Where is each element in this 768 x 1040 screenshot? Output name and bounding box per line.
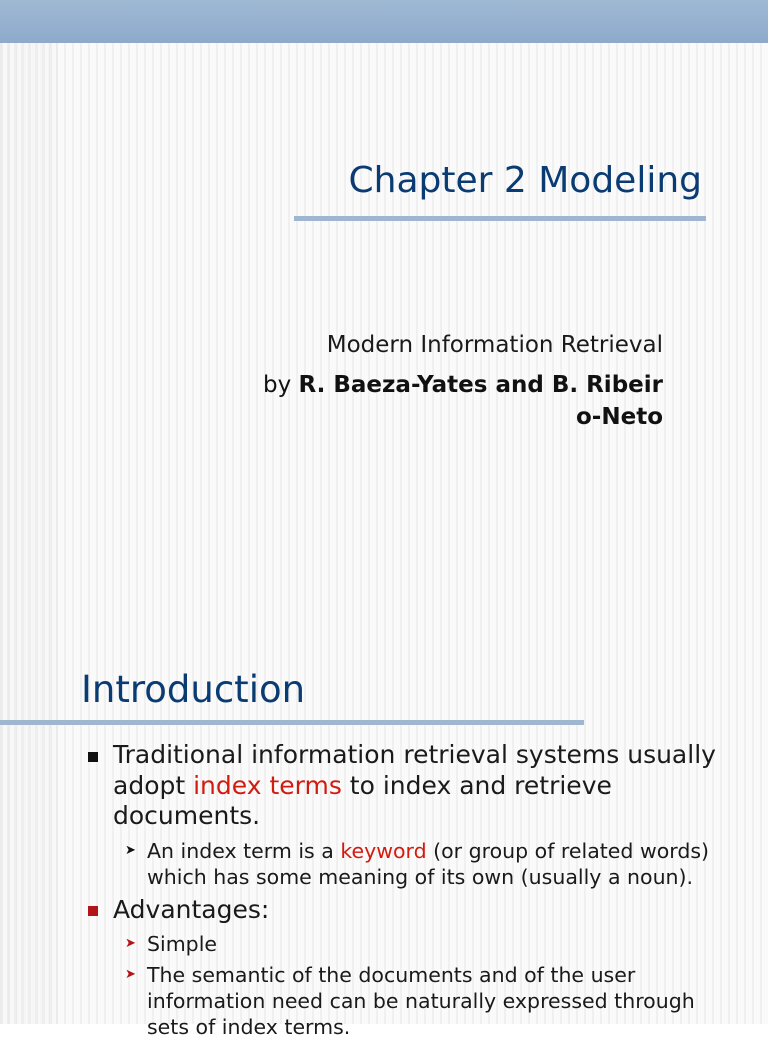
sub-bullet-item [147, 962, 757, 1040]
sub-bullet-line: information need can be naturally expressed through [147, 989, 695, 1013]
bullet-line [113, 771, 753, 802]
slide-title: Chapter 2 Modeling [348, 160, 702, 201]
authors-line-1 [263, 369, 663, 401]
text: adopt [113, 770, 194, 800]
sub-bullet-item [147, 838, 757, 890]
introduction-slide [0, 576, 768, 1039]
book-title: Modern Information Retrieval [326, 332, 663, 358]
slide-title: Introduction [81, 668, 306, 711]
bullet-item: Advantages: [113, 895, 270, 924]
title-underline [0, 720, 584, 725]
sub-bullet-line [147, 838, 757, 864]
bullet-item [113, 740, 753, 832]
text: An index term is a [147, 839, 341, 863]
sub-bullet-line: which has some meaning of its own (usually a noun). [147, 865, 694, 889]
arrow-bullet-icon: ➤ [125, 936, 136, 951]
arrow-bullet-icon: ➤ [125, 843, 136, 858]
title-underline [294, 216, 706, 221]
authors [263, 369, 663, 433]
bullet-line: Traditional information retrieval systems usually [113, 740, 716, 769]
arrow-bullet-icon: ➤ [125, 967, 136, 982]
authors-names-2: o-Neto [576, 404, 663, 430]
authors-names-1: R. Baeza-Yates and B. Ribeir [298, 372, 663, 398]
text: (or group of related words) [426, 839, 710, 863]
by-label: by [262, 372, 292, 398]
highlight-keyword: keyword [340, 839, 427, 863]
decorative-stripe [0, 576, 58, 1024]
sub-bullet-item: Simple [147, 932, 217, 956]
decorative-stripe [0, 0, 58, 576]
highlight-index-terms: index terms [193, 770, 342, 800]
bullet-line: documents. [113, 801, 261, 830]
sub-bullet-line: sets of index terms. [147, 1015, 351, 1039]
square-bullet-icon [88, 752, 98, 762]
sub-bullet-line: The semantic of the documents and of the user [147, 963, 636, 987]
top-banner [0, 0, 768, 43]
text: to index and retrieve [341, 770, 612, 800]
square-bullet-icon [88, 906, 98, 916]
